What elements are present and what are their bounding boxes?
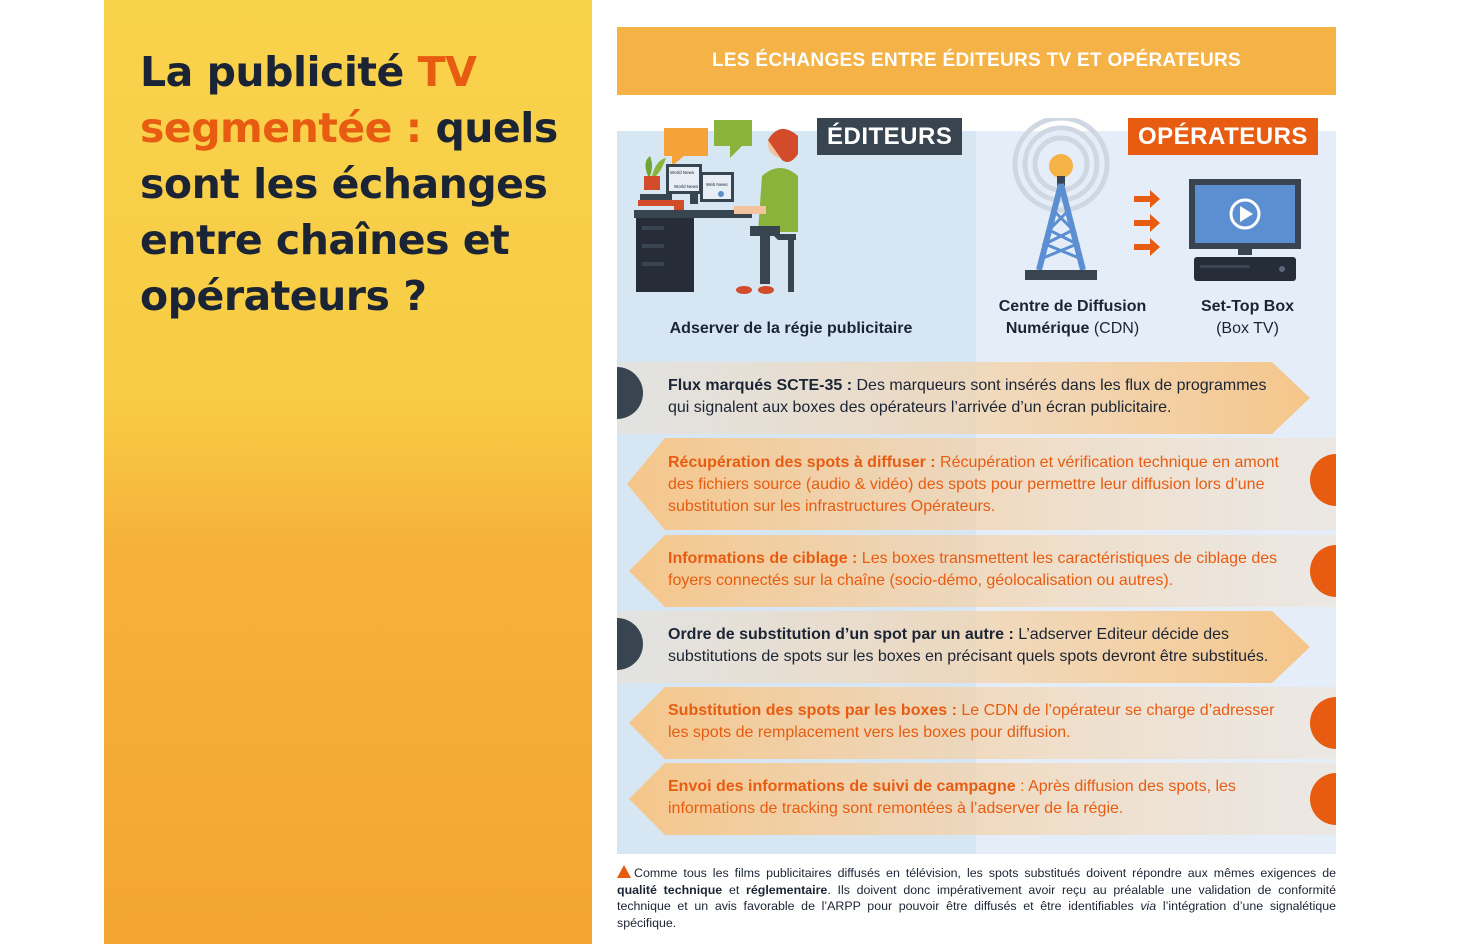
- stb-caption: [1190, 296, 1305, 340]
- flow-text-5: [668, 700, 1283, 744]
- flow-text-3: [668, 548, 1283, 592]
- flow-label: Substitution des spots par les boxes :: [668, 702, 957, 719]
- operateurs-tag: OPÉRATEURS: [1128, 118, 1318, 155]
- infographic-banner: [617, 27, 1336, 95]
- screen-label-2: World News: [674, 184, 699, 189]
- editeurs-tag: ÉDITEURS: [817, 118, 962, 155]
- adserver-caption: Adserver de la régie publicitaire: [669, 320, 913, 337]
- screen-label-3: Web News: [706, 182, 728, 187]
- footnote-italic: via: [1140, 899, 1157, 913]
- footnote-bold: qualité technique: [617, 882, 723, 897]
- title-part-1: La publicité: [140, 48, 418, 96]
- flow-label: Ordre de substitution d’un spot par un autre :: [668, 626, 1014, 643]
- flow-text-1: [668, 375, 1283, 419]
- cdn-caption-line2: (CDN): [1089, 320, 1140, 337]
- cdn-caption-line1: Centre de Diffusion: [998, 298, 1147, 315]
- flow-text-2: [668, 452, 1283, 518]
- flow-text-4: [668, 624, 1283, 668]
- footnote-text: et: [722, 882, 747, 897]
- flow-text-6: [668, 776, 1283, 820]
- flow-description: Les boxes transmettent les caractéristiques de ciblage des foyers connectés sur la chaîne (socio-démo, géolocalisation ou autres).: [668, 550, 1278, 589]
- flow-label: Informations de ciblage :: [668, 550, 858, 567]
- cdn-caption: [990, 296, 1155, 340]
- flow-description: : Après diffusion des spots, les informations de tracking sont remontées à l’adserver de la régie.: [668, 778, 1236, 817]
- footnote-bold: réglementaire: [746, 882, 828, 897]
- flow-label: Flux marqués SCTE-35 :: [668, 377, 853, 394]
- cdn-caption-line2-bold: Numérique: [1005, 320, 1090, 337]
- page-title: [140, 44, 580, 324]
- broadcast-tower-icon: [1005, 118, 1117, 286]
- adserver-desk-illustration: [630, 116, 810, 298]
- warning-icon: [617, 865, 631, 878]
- title-part-3: quels sont les échanges entre chaînes et opérateurs ?: [140, 104, 558, 320]
- flow-label: Récupération des spots à diffuser :: [668, 454, 936, 471]
- tv-screen-icon: [1186, 177, 1304, 285]
- footnote-text: . Ils doivent donc impérativement avoir reçu au préalable une validation de conformité technique et un avis favorable de l’ARPP pour pouvoir être diffusés et être identifiables: [617, 882, 1337, 913]
- flow-description: Le CDN de l’opérateur se charge d’adresser les spots de remplacement vers les boxes pour diffusion.: [668, 702, 1275, 741]
- flow-description: Récupération et vérification technique en amont des fichiers source (audio & vidéo) des spots pour permettre leur diffusion lors d’une substitution sur les infrastructures Opérateurs.: [668, 454, 1279, 515]
- left-panel: [104, 0, 592, 944]
- flow-label: Envoi des informations de suivi de campagne: [668, 778, 1016, 795]
- title-part-2: TV segmentée :: [140, 48, 477, 152]
- footnote-text: l’intégration d’une signalétique spécifique.: [617, 899, 1336, 930]
- footnote-text: Comme tous les films publicitaires diffusés en télévision, les spots substitués doivent répondre aux mêmes exigences de: [634, 866, 1336, 880]
- footnote: [617, 865, 1336, 931]
- flow-description: Des marqueurs sont insérés dans les flux de programmes qui signalent aux boxes des opérateurs l’arrivée d’un écran publicitaire.: [668, 377, 1267, 416]
- screen-label-1: World News: [670, 170, 695, 175]
- banner-title: LES ÉCHANGES ENTRE ÉDITEURS TV ET OPÉRATEURS: [711, 50, 1242, 71]
- stb-caption-line1: Set-Top Box: [1200, 298, 1295, 315]
- stb-caption-line2: (Box TV): [1216, 320, 1279, 337]
- flow-description: L’adserver Editeur décide des substitutions de spots sur les boxes en précisant quels spots devront être substitués.: [668, 626, 1269, 665]
- arrow-right-icon: [1134, 188, 1162, 260]
